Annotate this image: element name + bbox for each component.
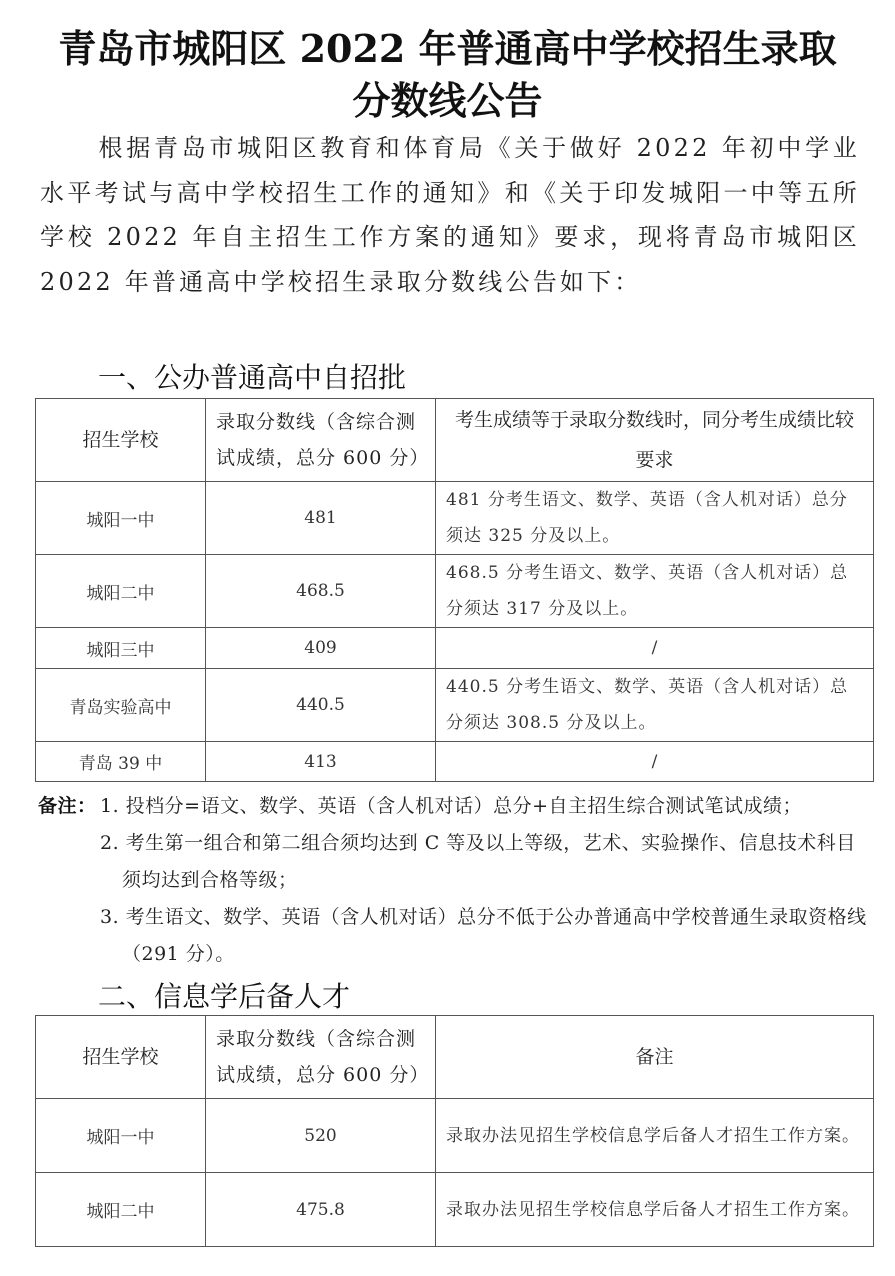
- document-title-line2: 分数线公告: [352, 78, 543, 123]
- cell-score: 413: [206, 742, 436, 782]
- cell-score: 440.5: [206, 669, 436, 742]
- table-row: [36, 742, 874, 782]
- intro-text: 根据青岛市城阳区教育和体育局《关于做好 2022 年初中学业水平考试与高中学校招生工作的通知》和《关于印发城阳一中等五所学校 2022 年自主招生工作方案的通知》要求，现将青岛市城阳区 2022 年普通高中学校招生录取分数线公告如下：: [40, 134, 860, 296]
- header-score: 录取分数线（含综合测试成绩，总分 600 分）: [206, 1016, 436, 1099]
- table-header-row: [36, 1016, 874, 1099]
- cell-score: 409: [206, 628, 436, 669]
- cell-note: 468.5 分考生语文、数学、英语（含人机对话）总分须达 317 分及以上。: [436, 555, 874, 628]
- table-row: [36, 669, 874, 742]
- document-title-line1: 青岛市城阳区 2022 年普通高中学校招生录取: [58, 26, 837, 71]
- cell-note: /: [436, 628, 874, 669]
- intro-paragraph: [40, 126, 860, 304]
- cell-note: 录取办法见招生学校信息学后备人才招生工作方案。: [436, 1099, 874, 1173]
- cell-note: 481 分考生语文、数学、英语（含人机对话）总分须达 325 分及以上。: [436, 482, 874, 555]
- note-item: 3. 考生语文、数学、英语（含人机对话）总分不低于公办普通高中学校普通生录取资格线（291 分）。: [100, 906, 867, 965]
- cell-school: 城阳一中: [36, 482, 206, 555]
- table-row: [36, 1099, 874, 1173]
- cell-note: 440.5 分考生语文、数学、英语（含人机对话）总分须达 308.5 分及以上。: [436, 669, 874, 742]
- notes-block: [38, 788, 868, 973]
- table-row: [36, 628, 874, 669]
- notes-label: 备注：: [38, 795, 97, 817]
- cell-score: 468.5: [206, 555, 436, 628]
- table-row: [36, 1173, 874, 1247]
- note-item: 2. 考生第一组合和第二组合须均达到 C 等及以上等级，艺术、实验操作、信息技术科目须均达到合格等级；: [100, 832, 856, 891]
- cell-note: /: [436, 742, 874, 782]
- note-item: 1. 投档分=语文、数学、英语（含人机对话）总分+自主招生综合测试笔试成绩；: [100, 795, 803, 817]
- header-school: 招生学校: [36, 399, 206, 482]
- section2-table: [35, 1015, 874, 1247]
- cell-school: 城阳二中: [36, 1173, 206, 1247]
- cell-score: 475.8: [206, 1173, 436, 1247]
- section1-heading: 一、公办普通高中自招批: [98, 361, 407, 394]
- cell-school: 城阳三中: [36, 628, 206, 669]
- cell-school: 青岛实验高中: [36, 669, 206, 742]
- cell-school: 城阳一中: [36, 1099, 206, 1173]
- table-row: [36, 482, 874, 555]
- table-header-row: [36, 399, 874, 482]
- cell-score: 481: [206, 482, 436, 555]
- table-row: [36, 555, 874, 628]
- cell-note: 录取办法见招生学校信息学后备人才招生工作方案。: [436, 1173, 874, 1247]
- header-school: 招生学校: [36, 1016, 206, 1099]
- cell-school: 城阳二中: [36, 555, 206, 628]
- cell-score: 520: [206, 1099, 436, 1173]
- header-remark: 备注: [436, 1016, 874, 1099]
- header-tiebreak: 考生成绩等于录取分数线时，同分考生成绩比较要求: [436, 399, 874, 482]
- cell-school: 青岛 39 中: [36, 742, 206, 782]
- section1-table: [35, 398, 874, 782]
- header-score: 录取分数线（含综合测试成绩，总分 600 分）: [206, 399, 436, 482]
- section2-heading: 二、信息学后备人才: [98, 980, 351, 1013]
